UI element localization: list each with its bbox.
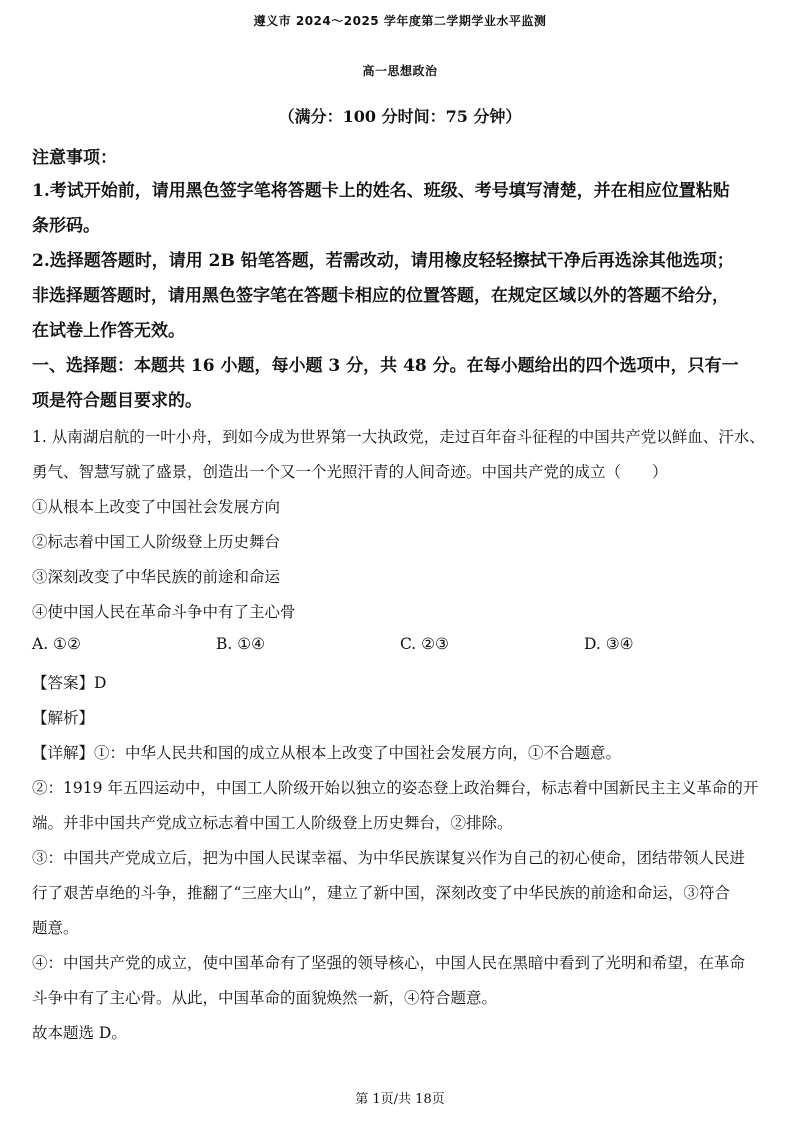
detail-line: 行了艰苦卓绝的斗争，推翻了“三座大山”，建立了新中国，深刻改变了中华民族的前途和命运，③符合: [32, 884, 730, 902]
score-time-info: （满分：100 分时间：75 分钟）: [278, 107, 522, 126]
option-c: C. ②③: [400, 635, 449, 653]
subject-title: 高一思想政治: [362, 64, 438, 78]
option-a: A. ①②: [32, 635, 81, 653]
option-b: B. ①④: [216, 635, 266, 653]
notice-heading: 注意事项：: [32, 148, 117, 168]
question-1-item: ③深刻改变了中华民族的前途和命运: [32, 568, 281, 586]
option-d: D. ③④: [584, 635, 634, 653]
detail-line: ③：中国共产党成立后，把为中国人民谋幸福、为中华民族谋复兴作为自己的初心使命，团结带领人民进: [32, 849, 746, 867]
notice-item-2: 2.选择题答题时，请用 2B 铅笔答题，若需改动，请用橡皮轻轻擦拭干净后再选涂其他选项；: [32, 251, 734, 271]
section-heading-cont: 项是符合题目要求的。: [32, 391, 202, 411]
notice-item-1: 1.考试开始前，请用黑色签字笔将答题卡上的姓名、班级、考号填写清楚，并在相应位置粘贴: [32, 181, 730, 201]
analysis-heading: 【解析】: [32, 709, 95, 727]
detail-line: ④：中国共产党的成立，使中国革命有了坚强的领导核心，中国人民在黑暗中看到了光明和希望，在革命: [32, 954, 746, 972]
detail-line: 斗争中有了主心骨。从此，中国革命的面貌焕然一新，④符合题意。: [32, 989, 498, 1007]
detail-line: ②：1919 年五四运动中，中国工人阶级开始以独立的姿态登上政治舞台，标志着中国新民主主义革命的开: [32, 779, 759, 797]
notice-item-2-cont: 非选择题答题时，请用黑色签字笔在答题卡相应的位置答题，在规定区域以外的答题不给分，: [32, 286, 729, 306]
section-heading: 一、选择题：本题共 16 小题，每小题 3 分，共 48 分。在每小题给出的四个选项中，只有一: [32, 356, 739, 376]
detail-line: 端。并非中国共产党成立标志着中国工人阶级登上历史舞台，②排除。: [32, 814, 513, 832]
exam-title: 遵义市 2024～2025 学年度第二学期学业水平监测: [253, 14, 547, 28]
answer-label: 【答案】D: [32, 674, 107, 692]
question-1-stem-cont: 勇气、智慧写就了盛景，创造出一个又一个光照汗青的人间奇迹。中国共产党的成立（ ）: [32, 463, 668, 481]
question-1-stem: 1. 从南湖启航的一叶小舟，到如今成为世界第一大执政党，走过百年奋斗征程的中国共产党以鲜血、汗水、: [32, 428, 765, 446]
notice-item-2-end: 在试卷上作答无效。: [32, 321, 185, 341]
question-1-item: ②标志着中国工人阶级登上历史舞台: [32, 533, 281, 551]
conclusion: 故本题选 D。: [32, 1024, 127, 1042]
page-number: 第 1页/共 18页: [355, 1092, 445, 1107]
detail-line: 【详解】①：中华人民共和国的成立从根本上改变了中国社会发展方向，①不合题意。: [32, 744, 622, 762]
question-1-item: ①从根本上改变了中国社会发展方向: [32, 498, 281, 516]
question-1-item: ④使中国人民在革命斗争中有了主心骨: [32, 603, 296, 621]
detail-line: 题意。: [32, 919, 79, 937]
notice-item-1-cont: 条形码。: [32, 216, 100, 236]
